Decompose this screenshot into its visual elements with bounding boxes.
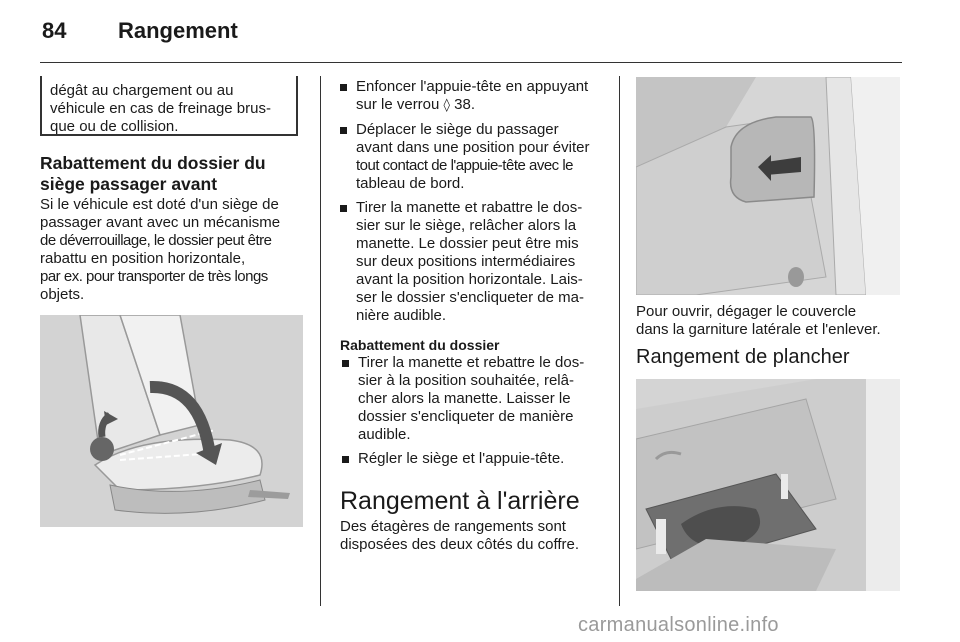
watermark: carmanualsonline.info — [578, 614, 779, 636]
text-line: avant la position horizontale. Lais- — [356, 271, 583, 288]
floor-illustration-svg — [636, 379, 900, 591]
text-line: disposées des deux côtés du coffre. — [340, 536, 580, 553]
text-line: cher alors la manette. Laisser le — [358, 390, 571, 407]
text-line: manette. Le dossier peut être mis — [356, 235, 579, 252]
list-item — [338, 199, 606, 325]
text-line: Pour ouvrir, dégager le couvercle — [636, 303, 857, 320]
page-number: 84 — [42, 18, 67, 43]
text-line: Régler le siège et l'appuie-tête. — [358, 450, 565, 467]
text-line: Déplacer le siège du passager — [356, 121, 559, 138]
intro-paragraph — [40, 196, 312, 304]
text-line: Si le véhicule est doté d'un siège de — [40, 196, 279, 213]
seat-folding-illustration — [40, 315, 303, 527]
text-line: dans la garniture latérale et l'enlever. — [636, 321, 881, 338]
list-item — [340, 450, 602, 468]
text-line: rabattu en position horizontale, — [40, 250, 246, 267]
section-heading-front-seat — [40, 153, 310, 195]
heading-line: siège passager avant — [40, 174, 218, 194]
text-line: Tirer la manette et rebattre le dos- — [358, 354, 585, 371]
steps-list-2 — [340, 354, 602, 474]
list-item — [340, 354, 602, 444]
header-rule — [40, 62, 902, 63]
arrow-reference-icon[interactable]: ◊ — [443, 98, 450, 113]
page-reference[interactable]: 38. — [454, 96, 476, 113]
list-item — [338, 78, 606, 115]
text-line: de déverrouillage, le dossier peut être — [40, 232, 272, 249]
text-line: par ex. pour transporter de très longs — [40, 268, 268, 285]
text-line: sier à la position souhaitée, relâ- — [358, 372, 574, 389]
trunk-illustration-svg — [636, 77, 900, 295]
warning-line: véhicule en cas de freinage brus- — [50, 100, 271, 117]
text-line: avant dans une position pour éviter — [356, 139, 590, 156]
rear-paragraph — [340, 518, 608, 554]
text-line: nière audible. — [356, 307, 447, 324]
text-line: tout contact de l'appuie-tête avec le — [356, 157, 574, 174]
seat-illustration-svg — [40, 315, 303, 527]
text-line: Tirer la manette et rabattre le dos- — [356, 199, 583, 216]
warning-line: que ou de collision. — [50, 118, 179, 135]
warning-line: dégât au chargement ou au — [50, 82, 234, 99]
text-line: sur deux positions intermédiaires — [356, 253, 576, 270]
page-title: Rangement — [118, 18, 238, 43]
text-line: Des étagères de rangements sont — [340, 518, 566, 535]
floor-storage-illustration — [636, 379, 900, 591]
column-divider — [320, 76, 321, 606]
list-item — [338, 121, 606, 193]
text-line: dossier s'encliqueter de manière — [358, 408, 574, 425]
text-line: passager avant avec un mécanisme — [40, 214, 281, 231]
heading-line: Rabattement du dossier du — [40, 153, 266, 173]
text-line: Enfoncer l'appuie-tête en appuyant — [356, 78, 589, 95]
section-heading-rear: Rangement à l'arrière — [340, 487, 580, 515]
steps-list-1 — [338, 78, 606, 331]
section-heading-floor: Rangement de plancher — [636, 346, 850, 368]
column-divider — [619, 76, 620, 606]
trunk-caption — [636, 303, 906, 339]
text-line: ser le dossier s'encliqueter de ma- — [356, 289, 584, 306]
text-line: tableau de bord. — [356, 175, 465, 192]
text-line: sur le verrou ◊ 38. — [356, 96, 476, 113]
text-line: audible. — [358, 426, 411, 443]
warning-box — [40, 76, 298, 136]
text-line: objets. — [40, 286, 85, 303]
sub-heading: Rabattement du dossier — [340, 337, 500, 353]
trunk-side-storage-illustration — [636, 77, 900, 295]
text-line: sier sur le siège, relâcher alors la — [356, 217, 577, 234]
